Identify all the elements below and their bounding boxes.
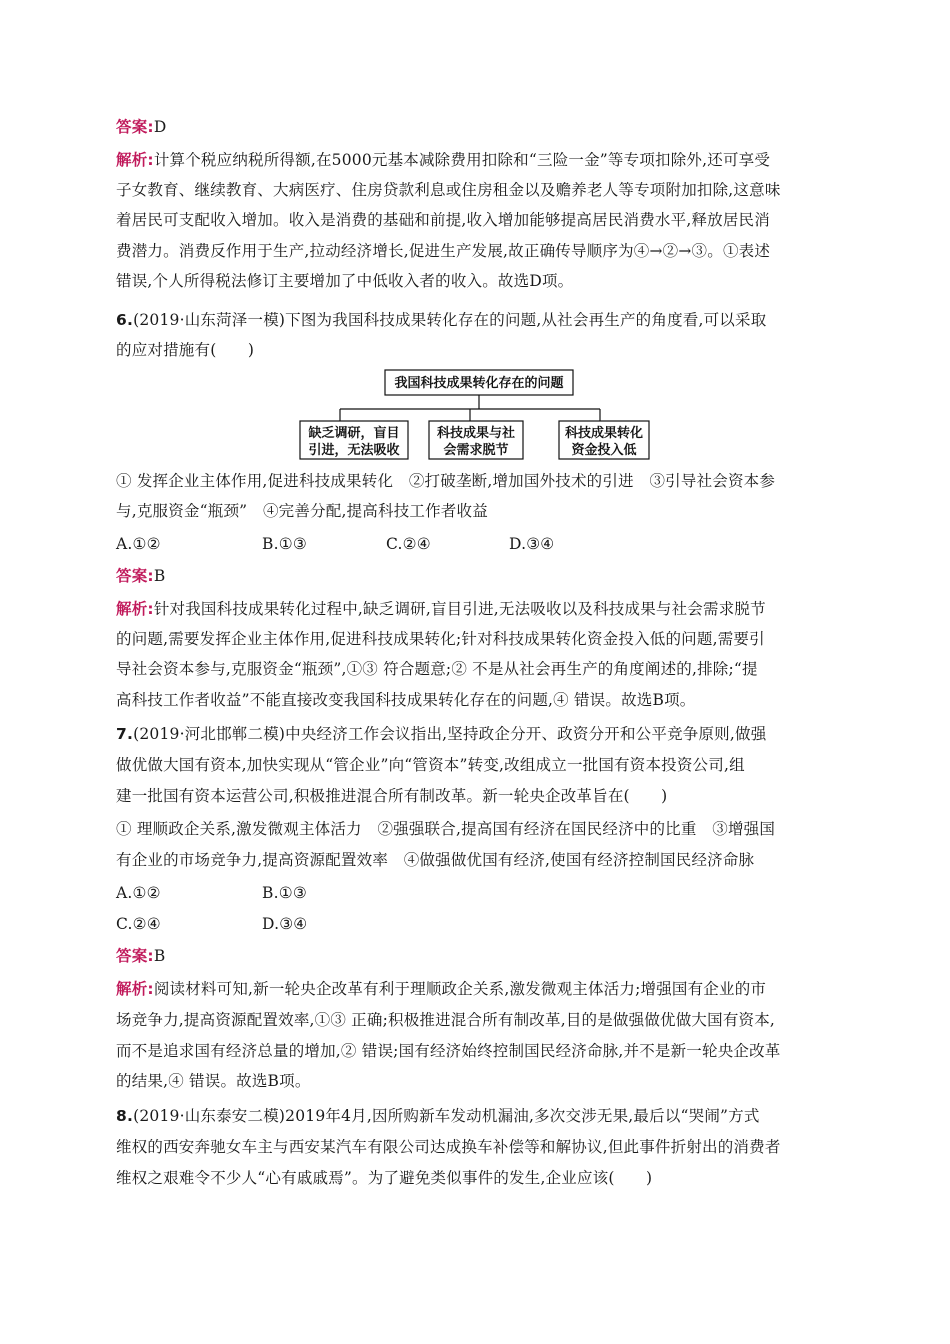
answer-value: D [153, 118, 167, 136]
answer-line-q5 [116, 117, 836, 137]
answer-label: 答案: [116, 567, 154, 585]
analysis-line: 子女教育、继续教育、大病医疗、住房贷款利息或住房租金以及赡养老人等专项附加扣除,这意味 [116, 181, 781, 199]
analysis-label: 解析: [116, 151, 154, 169]
analysis-line: 解析:计算个税应纳税所得额,在5000元基本减除费用扣除和“三险一金”等专项扣除外,还可享受 [116, 151, 771, 169]
analysis-label: 解析: [116, 600, 154, 618]
diagram-child-text: 缺乏调研，盲目 [308, 426, 400, 441]
question-stem-q8-cont: 维权之艰难令不少人“心有戚戚焉”。为了避免类似事件的发生,企业应该( ) [116, 1169, 653, 1187]
question-number: 6. [116, 311, 134, 329]
answer-value: B [153, 567, 166, 585]
question-stem-q8-cont: 维权的西安奔驰女车主与西安某汽车有限公司达成换车补偿等和解协议,但此事件折射出的消费者 [116, 1138, 781, 1156]
analysis-line: 错误,个人所得税法修订主要增加了中低收入者的收入。故选D项。 [116, 272, 574, 290]
statement-line: ① 理顺政企关系,激发微观主体活力 ②强强联合,提高国有经济在国民经济中的比重 ③增强国 [116, 820, 776, 838]
option-b: B.①③ [262, 884, 307, 902]
diagram-child-text: 科技成果转化 [564, 426, 644, 441]
analysis-label: 解析: [116, 980, 154, 998]
analysis-line: 场竞争力,提高资源配置效率,①③ 正确;积极推进混合所有制改革,目的是做强做优做大国有资本, [116, 1011, 776, 1029]
analysis-line: 的结果,④ 错误。故选B项。 [116, 1072, 311, 1090]
option-c: C.②④ [116, 915, 161, 933]
analysis-line: 费潜力。消费反作用于生产,拉动经济增长,促进生产发展,故正确传导顺序为④→②→③。①表述 [116, 242, 771, 260]
question-stem-q7: 7.(2019·河北邯郸二模)中央经济工作会议指出,坚持政企分开、政资分开和公平竞争原则,做强 [116, 725, 767, 743]
analysis-line: 解析:针对我国科技成果转化过程中,缺乏调研,盲目引进,无法吸收以及科技成果与社会需求脱节 [116, 600, 766, 618]
question-stem-q6-cont: 的应对措施有( ) [116, 341, 255, 359]
option-a: A.①② [116, 884, 161, 902]
diagram-child-text: 会需求脱节 [443, 443, 509, 458]
analysis-line: 解析:阅读材料可知,新一轮央企改革有利于理顺政企关系,激发微观主体活力;增强国有企业的市 [116, 980, 767, 998]
option-a: A.①② [116, 535, 161, 553]
question-stem-q7-cont: 做优做大国有资本,加快实现从“管企业”向“管资本”转变,改组成立一批国有资本投资公司,组 [116, 756, 745, 774]
question-number: 8. [116, 1107, 134, 1125]
statement-line: 有企业的市场竞争力,提高资源配置效率 ④做强做优国有经济,使国有经济控制国民经济命脉 [116, 851, 755, 869]
diagram-child-text: 科技成果与社 [436, 426, 516, 441]
answer-label: 答案: [116, 118, 154, 136]
analysis-line: 而不是追求国有经济总量的增加,② 错误;国有经济始终控制国民经济命脉,并不是新一轮央企改革 [116, 1042, 781, 1060]
analysis-line: 着居民可支配收入增加。收入是消费的基础和前提,收入增加能够提高居民消费水平,释放居民消 [116, 211, 770, 229]
problem-tree-diagram [295, 365, 655, 465]
question-stem-q7-cont: 建一批国有资本运营公司,积极推进混合所有制改革。新一轮央企改革旨在( ) [116, 787, 668, 805]
diagram-child-text: 资金投入低 [571, 443, 637, 458]
option-d: D.③④ [509, 535, 555, 553]
answer-line-q6 [116, 566, 836, 586]
diagram-root-text: 我国科技成果转化存在的问题 [394, 376, 564, 391]
answer-line-q7 [116, 946, 836, 966]
answer-label: 答案: [116, 947, 154, 965]
analysis-line: 的问题,需要发挥企业主体作用,促进科技成果转化;针对科技成果转化资金投入低的问题,需要引 [116, 630, 765, 648]
statement-line: ① 发挥企业主体作用,促进科技成果转化 ②打破垄断,增加国外技术的引进 ③引导社会资本参 [116, 472, 776, 490]
question-stem-q6: 6.(2019·山东菏泽一模)下图为我国科技成果转化存在的问题,从社会再生产的角度看,可以采取 [116, 311, 767, 329]
analysis-line: 高科技工作者收益”不能直接改变我国科技成果转化存在的问题,④ 错误。故选B项。 [116, 691, 696, 709]
analysis-line: 导社会资本参与,克服资金“瓶颈”,①③ 符合题意;② 不是从社会再生产的角度阐述的,排除;“提 [116, 660, 758, 678]
option-d: D.③④ [262, 915, 308, 933]
option-b: B.①③ [262, 535, 307, 553]
question-number: 7. [116, 725, 134, 743]
question-stem-q8: 8.(2019·山东泰安二模)2019年4月,因所购新车发动机漏油,多次交涉无果,最后以“哭闹”方式 [116, 1107, 760, 1125]
answer-value: B [153, 947, 166, 965]
option-c: C.②④ [386, 535, 431, 553]
statement-line: 与,克服资金“瓶颈” ④完善分配,提高科技工作者收益 [116, 502, 488, 520]
diagram-child-text: 引进，无法吸收 [308, 443, 400, 458]
